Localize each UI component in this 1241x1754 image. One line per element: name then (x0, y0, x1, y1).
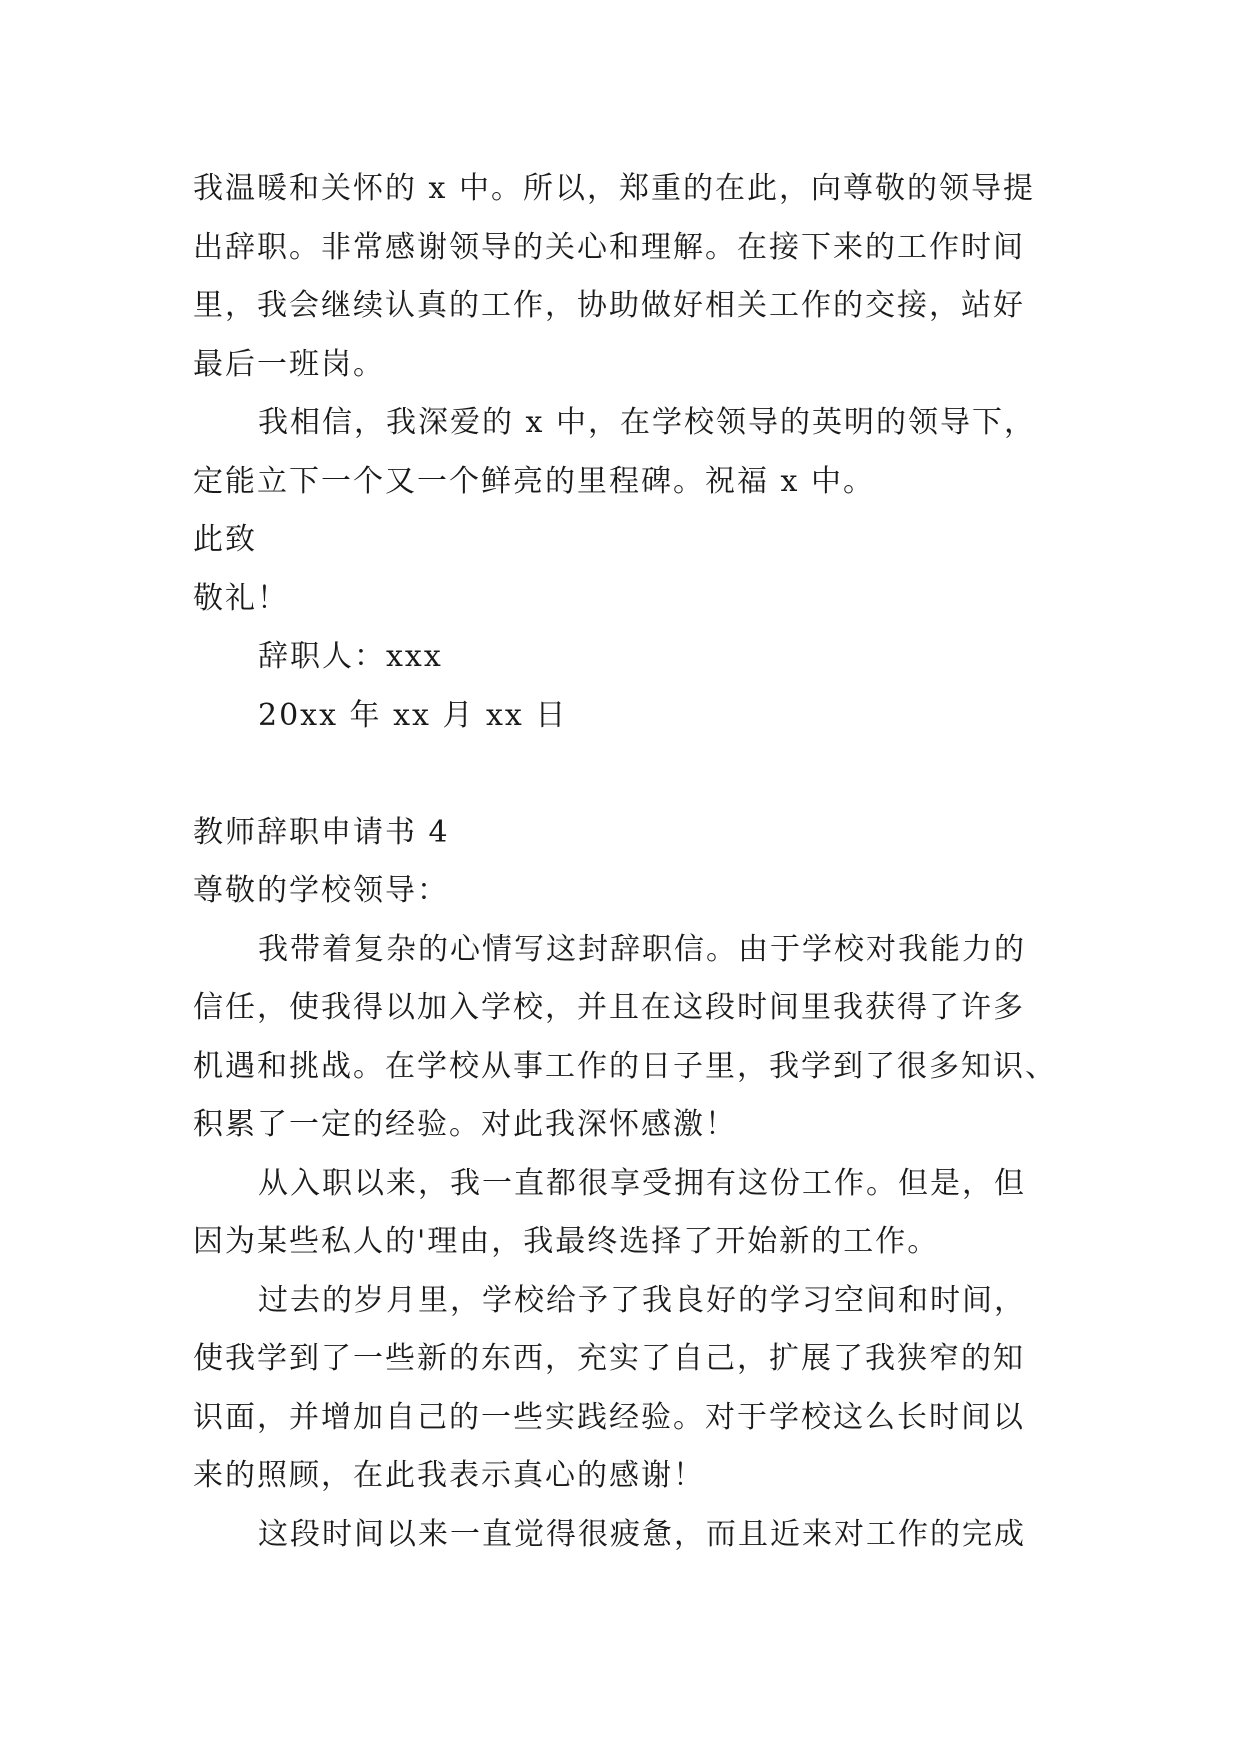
paragraph-line: 我温暖和关怀的 x 中。所以，郑重的在此，向尊敬的领导提 (193, 171, 1035, 206)
paragraph-line: 我带着复杂的心情写这封辞职信。由于学校对我能力的 (258, 931, 1026, 967)
paragraph-line: 这段时间以来一直觉得很疲惫，而且近来对工作的完成 (258, 1516, 1026, 1552)
paragraph-line: 过去的岁月里，学校给予了我良好的学习空间和时间， (258, 1282, 1026, 1318)
signer-line: 辞职人：xxx (258, 639, 443, 674)
greeting-line: 尊敬的学校领导： (193, 873, 449, 908)
paragraph-line: 积累了一定的经验。对此我深怀感激！ (193, 1107, 737, 1142)
paragraph-line: 里，我会继续认真的工作，协助做好相关工作的交接，站好 (193, 288, 1025, 323)
paragraph-line: 使我学到了一些新的东西，充实了自己，扩展了我狭窄的知 (193, 1341, 1025, 1376)
paragraph-line: 来的照顾，在此我表示真心的感谢！ (193, 1458, 705, 1493)
paragraph-line: 信任，使我得以加入学校，并且在这段时间里我获得了许多 (193, 990, 1025, 1025)
paragraph-line: 定能立下一个又一个鲜亮的里程碑。祝福 x 中。 (193, 463, 875, 499)
paragraph-line: 从入职以来，我一直都很享受拥有这份工作。但是，但 (258, 1165, 1026, 1201)
date-line: 20xx 年 xx 月 xx 日 (258, 697, 568, 733)
document-page (193, 160, 1057, 1564)
paragraph-line: 出辞职。非常感谢领导的关心和理解。在接下来的工作时间 (193, 229, 1025, 265)
closing-line: 此致 (193, 522, 257, 557)
paragraph-line: 因为某些私人的'理由，我最终选择了开始新的工作。 (193, 1224, 940, 1259)
salute-line: 敬礼！ (193, 580, 289, 616)
paragraph-line: 机遇和挑战。在学校从事工作的日子里，我学到了很多知识、 (193, 1048, 1057, 1084)
paragraph-line: 我相信，我深爱的 x 中，在学校领导的英明的领导下， (258, 405, 1036, 440)
section-title: 教师辞职申请书 4 (193, 814, 450, 850)
paragraph-line: 最后一班岗。 (193, 346, 385, 382)
paragraph-line: 识面，并增加自己的一些实践经验。对于学校这么长时间以 (193, 1399, 1025, 1435)
blank-spacer (193, 745, 1053, 804)
